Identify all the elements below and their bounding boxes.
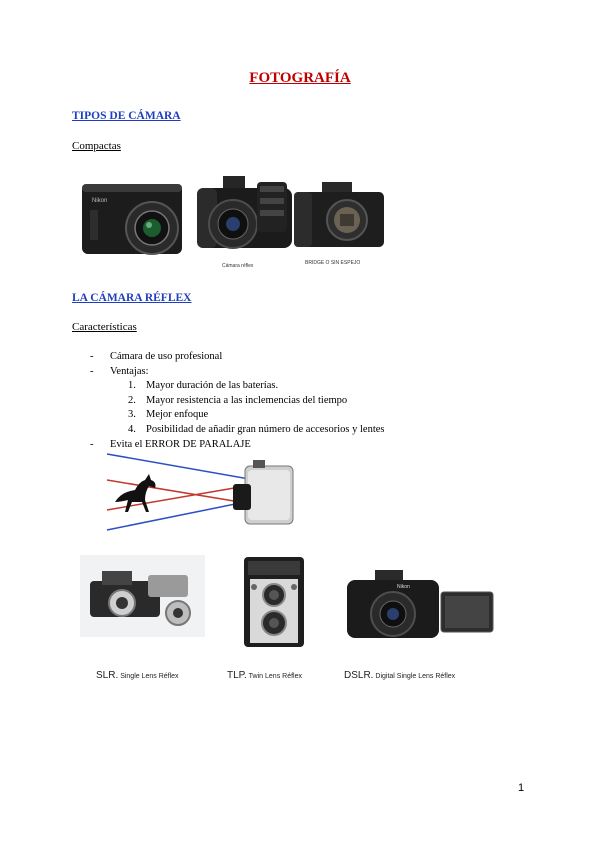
mirrorless-camera-image [292,180,387,250]
parallax-diagram [105,452,300,542]
advantage-item: 1. Mayor duración de las baterías. [128,380,279,391]
slr-camera-image [80,555,205,637]
advantages-list [128,379,510,437]
tlr-camera-image [238,555,310,650]
features-list [90,349,510,452]
bullet-paralaje: - Evita el ERROR DE PARALAJE [90,437,510,452]
subheading-caracteristicas: Características [72,321,137,333]
bullet-ventajas: - Ventajas: 1. Mayor duración de las baterías. 2. Mayor resistencia a las inclemencias del tiempo 3. Mejor enfoque 4. Posibilidad de añadir gran número de accesorios y lentes [90,364,510,437]
caption-dslr: DSLR. Digital Single Lens Réflex [344,670,456,681]
compact-camera-image [80,180,190,258]
section-heading-tipos: TIPOS DE CÁMARA [72,110,181,122]
page-title: FOTOGRAFÍA [249,70,351,86]
dslr-camera-image [345,568,495,640]
page-number: 1 [518,782,525,794]
subheading-compactas: Compactas [72,140,121,152]
advantage-item: 4. Posibilidad de añadir gran número de accesorios y lentes [128,423,385,435]
caption-slr: SLR. Single Lens Réflex [96,670,179,681]
horse-icon [115,474,156,512]
svg-text:Nikon: Nikon [397,584,410,590]
section-heading-reflex: LA CÁMARA RÉFLEX [72,292,192,304]
svg-text:Nikon: Nikon [92,198,108,204]
advantage-item: 2. Mayor resistencia a las inclemencias del tiempo [128,394,348,406]
caption-bridge: BRIDGE O SIN ESPEJO [305,260,361,266]
bullet-uso-profesional: - Cámara de uso profesional [90,349,510,364]
caption-reflex: Cámara réflex [222,263,254,269]
reflex-camera-image [195,172,295,257]
advantage-item: 3. Mejor enfoque [128,409,209,420]
caption-tlp: TLP. Twin Lens Réflex [227,670,302,681]
